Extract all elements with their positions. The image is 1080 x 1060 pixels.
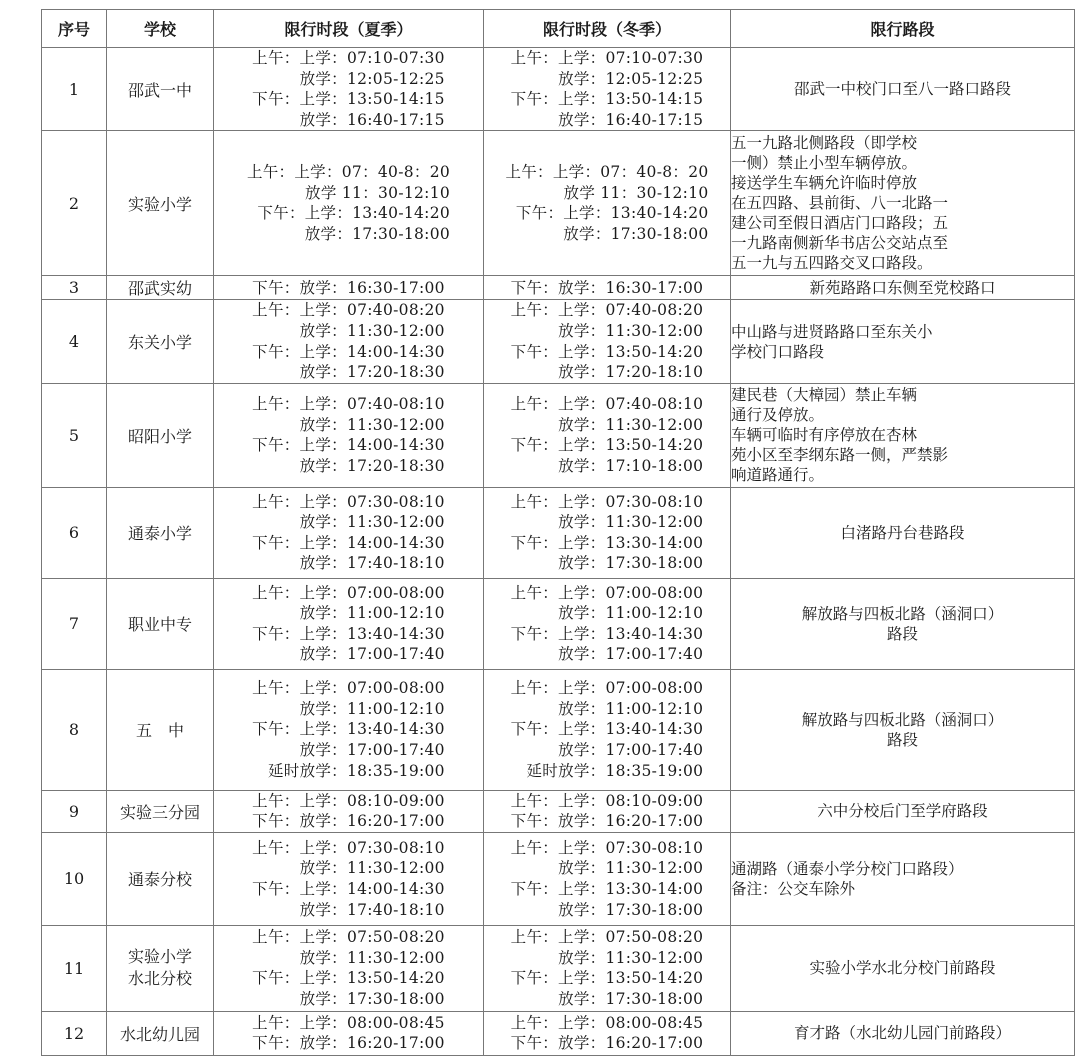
- summer-hours-cell: [214, 578, 484, 669]
- summer-time-line: 下午：上学：13:40-14:20: [257, 204, 451, 223]
- restricted-road-cell: [731, 669, 1075, 790]
- restricted-road-cell: [731, 487, 1075, 578]
- winter-hours-cell: [484, 300, 731, 383]
- winter-time-line: 延时放学：18:35-19:00: [526, 761, 704, 780]
- summer-time-line: 下午：上学：14:00-14:30: [252, 879, 445, 898]
- road-line: 车辆可临时有序停放在杏林: [731, 426, 918, 445]
- winter-hours-cell: [484, 1011, 731, 1055]
- summer-time-line: 上午：上学：08:10-09:00: [252, 791, 445, 810]
- summer-time-line: 放学：11:30-12:00: [299, 513, 445, 532]
- winter-time-lines: [511, 492, 704, 574]
- summer-time-line: 放学：11:30-12:00: [299, 321, 445, 340]
- table-row: [42, 669, 1075, 790]
- restricted-road-cell: [731, 48, 1075, 131]
- road-lines: [731, 604, 1074, 644]
- summer-time-line: 下午：上学：13:50-14:15: [252, 90, 445, 109]
- winter-time-line: 放学：17:30-18:00: [563, 224, 709, 243]
- road-line: 备注：公交车除外: [731, 879, 856, 898]
- road-line: 邵武一中校门口至八一路口路段: [793, 80, 1011, 99]
- road-line: 一九路南侧新华书店公交站点至: [731, 234, 949, 253]
- winter-time-line: 放学：11:30-12:00: [558, 415, 704, 434]
- winter-time-lines: [511, 583, 704, 665]
- row-number: 4: [42, 300, 107, 383]
- winter-time-lines: [511, 394, 704, 476]
- restricted-road-cell: [731, 300, 1075, 383]
- restricted-road-cell: [731, 925, 1075, 1011]
- summer-time-line: 放学：11:00-12:10: [299, 604, 445, 623]
- summer-time-line: 放学：11:00-12:10: [299, 699, 445, 718]
- road-line: 解放路与四板北路（涵洞口）: [801, 710, 1004, 729]
- summer-hours-cell: [214, 276, 484, 300]
- winter-time-lines: [511, 278, 704, 299]
- winter-time-line: 下午：放学：16:20-17:00: [510, 812, 704, 831]
- road-lines: [731, 1023, 1074, 1043]
- summer-time-line: 下午：上学：14:00-14:30: [252, 533, 445, 552]
- school-name: 通泰分校: [107, 832, 214, 925]
- winter-time-line: 放学：12:05-12:25: [558, 69, 704, 88]
- summer-time-lines: [252, 394, 445, 476]
- summer-time-line: 下午：上学：13:40-14:30: [252, 720, 445, 739]
- winter-time-line: 放学：17:00-17:40: [558, 645, 704, 664]
- restricted-road-cell: [731, 276, 1075, 300]
- road-line: 接送学生车辆允许临时停放: [731, 174, 918, 193]
- winter-time-line: 放学：11:00-12:10: [558, 699, 704, 718]
- winter-time-line: 放学：11:30-12:00: [558, 948, 704, 967]
- school-name: 东关小学: [107, 300, 214, 383]
- road-line: 路段: [886, 624, 918, 643]
- winter-time-line: 放学：17:30-18:00: [558, 554, 704, 573]
- road-line: 通行及停放。: [731, 406, 825, 425]
- row-number: 10: [42, 832, 107, 925]
- winter-hours-cell: [484, 487, 731, 578]
- summer-time-line: 放学：11:30-12:00: [299, 859, 445, 878]
- summer-time-line: 延时放学：18:35-19:00: [267, 761, 445, 780]
- winter-time-line: 上午：上学：07:40-08:10: [510, 395, 704, 414]
- winter-time-line: 放学：16:40-17:15: [558, 110, 704, 129]
- winter-time-lines: [511, 678, 704, 781]
- row-number: 11: [42, 925, 107, 1011]
- winter-time-line: 放学：17:30-18:00: [558, 900, 704, 919]
- school-name: 五 中: [107, 669, 214, 790]
- summer-time-line: 放学：17:30-18:00: [304, 224, 451, 243]
- summer-time-line: 放学 11：30-12:10: [305, 183, 451, 202]
- road-line: 中山路与进贤路路口至东关小: [731, 322, 933, 341]
- winter-hours-cell: [484, 383, 731, 487]
- table-row: [42, 1011, 1075, 1055]
- summer-time-line: 放学：17:40-18:10: [299, 900, 445, 919]
- summer-hours-cell: [214, 669, 484, 790]
- winter-time-line: 下午：上学：13:50-14:15: [510, 90, 704, 109]
- road-line: 通湖路（通泰小学分校门口路段）: [731, 859, 964, 878]
- road-lines: [731, 79, 1074, 99]
- summer-time-line: 放学：17:20-18:30: [299, 456, 445, 475]
- road-lines: [731, 859, 1074, 899]
- restricted-road-cell: [731, 578, 1075, 669]
- summer-time-lines: [252, 300, 445, 382]
- road-line: 五一九路北侧路段（即学校: [731, 134, 918, 153]
- header-restricted-road: 限行路段: [731, 10, 1075, 48]
- summer-time-lines: [252, 927, 445, 1009]
- summer-time-lines: [252, 48, 445, 130]
- road-lines: [731, 801, 1074, 821]
- school-name: 实验小学水北分校: [107, 925, 214, 1011]
- summer-time-line: 下午：放学：16:20-17:00: [252, 1034, 445, 1053]
- restricted-road-cell: [731, 131, 1075, 276]
- road-lines: [731, 278, 1074, 298]
- winter-time-line: 放学 11：30-12:10: [563, 183, 709, 202]
- summer-time-line: 放学：17:00-17:40: [299, 645, 445, 664]
- table-row: [42, 790, 1075, 832]
- winter-time-line: 上午：上学：07:10-07:30: [510, 49, 704, 67]
- restricted-road-cell: [731, 383, 1075, 487]
- winter-time-line: 下午：上学：13:50-14:20: [510, 436, 704, 455]
- road-line: 一侧）禁止小型车辆停放。: [731, 154, 918, 173]
- row-number: 9: [42, 790, 107, 832]
- summer-time-line: 上午：上学：07:30-08:10: [252, 492, 445, 511]
- road-line: 新苑路路口东侧至党校路口: [809, 278, 996, 297]
- summer-time-line: 放学：17:40-18:10: [299, 554, 445, 573]
- winter-hours-cell: [484, 578, 731, 669]
- summer-hours-cell: [214, 131, 484, 276]
- winter-time-line: 上午：上学：08:10-09:00: [510, 791, 704, 810]
- road-line: 响道路通行。: [731, 466, 825, 485]
- road-line: 白渚路丹台巷路段: [840, 523, 965, 542]
- winter-time-line: 上午：上学：07:50-08:20: [510, 928, 704, 947]
- table-row: [42, 48, 1075, 131]
- traffic-restriction-table: [41, 9, 1075, 1056]
- summer-time-line: 上午：上学：07：40-8：20: [246, 163, 451, 182]
- summer-hours-cell: [214, 1011, 484, 1055]
- table-row: [42, 131, 1075, 276]
- summer-time-line: 上午：上学：07:40-08:20: [252, 301, 445, 320]
- header-row: [42, 10, 1075, 48]
- winter-hours-cell: [484, 48, 731, 131]
- summer-hours-cell: [214, 487, 484, 578]
- table-row: [42, 832, 1075, 925]
- summer-hours-cell: [214, 300, 484, 383]
- winter-time-line: 下午：上学：13:40-14:30: [510, 720, 704, 739]
- table-row: [42, 925, 1075, 1011]
- summer-time-lines: [252, 1013, 445, 1054]
- winter-time-line: 放学：11:30-12:00: [558, 321, 704, 340]
- road-lines: [731, 958, 1074, 978]
- summer-time-lines: [252, 492, 445, 574]
- road-lines: [731, 385, 1074, 485]
- restricted-road-cell: [731, 832, 1075, 925]
- summer-time-line: 上午：上学：07:00-08:00: [252, 583, 445, 602]
- summer-time-lines: [252, 278, 445, 299]
- school-name: 实验三分园: [107, 790, 214, 832]
- summer-time-line: 下午：上学：13:40-14:30: [252, 624, 445, 643]
- winter-hours-cell: [484, 276, 731, 300]
- winter-time-line: 放学：17:30-18:00: [558, 990, 704, 1009]
- winter-time-line: 上午：上学：07:30-08:10: [510, 838, 704, 857]
- summer-hours-cell: [214, 832, 484, 925]
- winter-time-line: 下午：上学：13:30-14:00: [510, 533, 704, 552]
- winter-time-line: 下午：上学：13:40-14:30: [510, 624, 704, 643]
- summer-time-line: 放学：16:40-17:15: [299, 110, 445, 129]
- summer-time-line: 上午：上学：07:30-08:10: [252, 838, 445, 857]
- row-number: 12: [42, 1011, 107, 1055]
- table-row: [42, 383, 1075, 487]
- winter-time-line: 放学：17:10-18:00: [558, 456, 704, 475]
- school-name: 实验小学: [107, 131, 214, 276]
- road-line: 实验小学水北分校门前路段: [809, 959, 996, 978]
- winter-hours-cell: [484, 131, 731, 276]
- road-line: 建民巷（大樟园）禁止车辆: [731, 386, 918, 405]
- summer-time-line: 下午：上学：13:50-14:20: [252, 969, 445, 988]
- road-line: 解放路与四板北路（涵洞口）: [801, 604, 1004, 623]
- summer-time-lines: [247, 162, 450, 244]
- summer-hours-cell: [214, 48, 484, 131]
- summer-time-line: 上午：上学：07:50-08:20: [252, 928, 445, 947]
- winter-time-line: 放学：11:30-12:00: [558, 513, 704, 532]
- winter-hours-cell: [484, 790, 731, 832]
- winter-time-lines: [511, 927, 704, 1009]
- restricted-road-cell: [731, 1011, 1075, 1055]
- winter-time-line: 上午：上学：07:30-08:10: [510, 492, 704, 511]
- winter-time-line: 放学：17:00-17:40: [558, 741, 704, 760]
- winter-time-lines: [511, 791, 704, 832]
- row-number: 8: [42, 669, 107, 790]
- winter-hours-cell: [484, 925, 731, 1011]
- summer-hours-cell: [214, 790, 484, 832]
- summer-hours-cell: [214, 925, 484, 1011]
- table-row: [42, 487, 1075, 578]
- summer-time-line: 下午：放学：16:20-17:00: [252, 812, 445, 831]
- winter-time-lines: [511, 300, 704, 382]
- road-line: 路段: [886, 730, 918, 749]
- summer-time-line: 下午：上学：14:00-14:30: [252, 436, 445, 455]
- winter-time-line: 上午：上学：07:40-08:20: [510, 301, 704, 320]
- school-name: 邵武一中: [107, 48, 214, 131]
- row-number: 3: [42, 276, 107, 300]
- summer-time-line: 下午：放学：16:30-17:00: [252, 278, 445, 297]
- winter-time-line: 上午：上学：08:00-08:45: [510, 1013, 704, 1032]
- road-lines: [731, 133, 1074, 273]
- road-lines: [731, 710, 1074, 750]
- winter-time-line: 上午：上学：07：40-8：20: [505, 163, 709, 182]
- summer-time-line: 上午：上学：08:00-08:45: [252, 1013, 445, 1032]
- school-name: 昭阳小学: [107, 383, 214, 487]
- winter-time-line: 下午：上学：13:40-14:20: [515, 204, 709, 223]
- winter-time-lines: [511, 838, 704, 920]
- table-row: [42, 300, 1075, 383]
- summer-time-lines: [252, 838, 445, 920]
- summer-time-line: 下午：上学：14:00-14:30: [252, 342, 445, 361]
- header-winter-hours: 限行时段（冬季）: [484, 10, 731, 48]
- road-line: 五一九与五四路交叉口路段。: [731, 254, 933, 273]
- road-line: 六中分校后门至学府路段: [817, 802, 988, 821]
- summer-time-lines: [252, 791, 445, 832]
- road-line: 学校门口路段: [731, 342, 825, 361]
- winter-time-line: 下午：上学：13:50-14:20: [510, 969, 704, 988]
- row-number: 7: [42, 578, 107, 669]
- road-line: 在五四路、县前街、八一北路一: [731, 194, 949, 213]
- header-no: 序号: [42, 10, 107, 48]
- winter-hours-cell: [484, 669, 731, 790]
- summer-hours-cell: [214, 383, 484, 487]
- school-name: 职业中专: [107, 578, 214, 669]
- summer-time-line: 放学：11:30-12:00: [299, 948, 445, 967]
- winter-time-line: 放学：17:20-18:10: [558, 363, 704, 382]
- winter-time-line: 放学：11:00-12:10: [558, 604, 704, 623]
- summer-time-line: 放学：17:00-17:40: [299, 741, 445, 760]
- winter-time-lines: [505, 162, 708, 244]
- school-name: 通泰小学: [107, 487, 214, 578]
- summer-time-line: 放学：11:30-12:00: [299, 415, 445, 434]
- row-number: 6: [42, 487, 107, 578]
- road-lines: [731, 322, 1074, 362]
- winter-hours-cell: [484, 832, 731, 925]
- summer-time-line: 放学：17:20-18:30: [299, 363, 445, 382]
- summer-time-line: 上午：上学：07:40-08:10: [252, 395, 445, 414]
- header-school: 学校: [107, 10, 214, 48]
- summer-time-lines: [252, 678, 445, 781]
- winter-time-line: 放学：11:30-12:00: [558, 859, 704, 878]
- winter-time-lines: [511, 48, 704, 130]
- school-name: 邵武实幼: [107, 276, 214, 300]
- table-body: [42, 48, 1075, 1056]
- table-row: [42, 276, 1075, 300]
- winter-time-line: 下午：上学：13:50-14:20: [510, 342, 704, 361]
- winter-time-line: 上午：上学：07:00-08:00: [510, 583, 704, 602]
- winter-time-line: 下午：上学：13:30-14:00: [510, 879, 704, 898]
- row-number: 5: [42, 383, 107, 487]
- winter-time-line: 下午：放学：16:30-17:00: [510, 278, 704, 297]
- table-row: [42, 578, 1075, 669]
- winter-time-line: 下午：放学：16:20-17:00: [510, 1034, 704, 1053]
- row-number: 1: [42, 48, 107, 131]
- winter-time-lines: [511, 1013, 704, 1054]
- road-line: 建公司至假日酒店门口路段；五: [731, 214, 949, 233]
- school-name: 水北幼儿园: [107, 1011, 214, 1055]
- road-line: 苑小区至李纲东路一侧，严禁影: [731, 446, 949, 465]
- summer-time-lines: [252, 583, 445, 665]
- summer-time-line: 放学：12:05-12:25: [299, 69, 445, 88]
- winter-time-line: 上午：上学：07:00-08:00: [510, 679, 704, 698]
- header-summer-hours: 限行时段（夏季）: [214, 10, 484, 48]
- restricted-road-cell: [731, 790, 1075, 832]
- summer-time-line: 放学：17:30-18:00: [299, 990, 445, 1009]
- row-number: 2: [42, 131, 107, 276]
- summer-time-line: 上午：上学：07:10-07:30: [252, 49, 445, 67]
- summer-time-line: 上午：上学：07:00-08:00: [252, 679, 445, 698]
- road-lines: [731, 523, 1074, 543]
- road-line: 育才路（水北幼儿园门前路段）: [793, 1024, 1011, 1043]
